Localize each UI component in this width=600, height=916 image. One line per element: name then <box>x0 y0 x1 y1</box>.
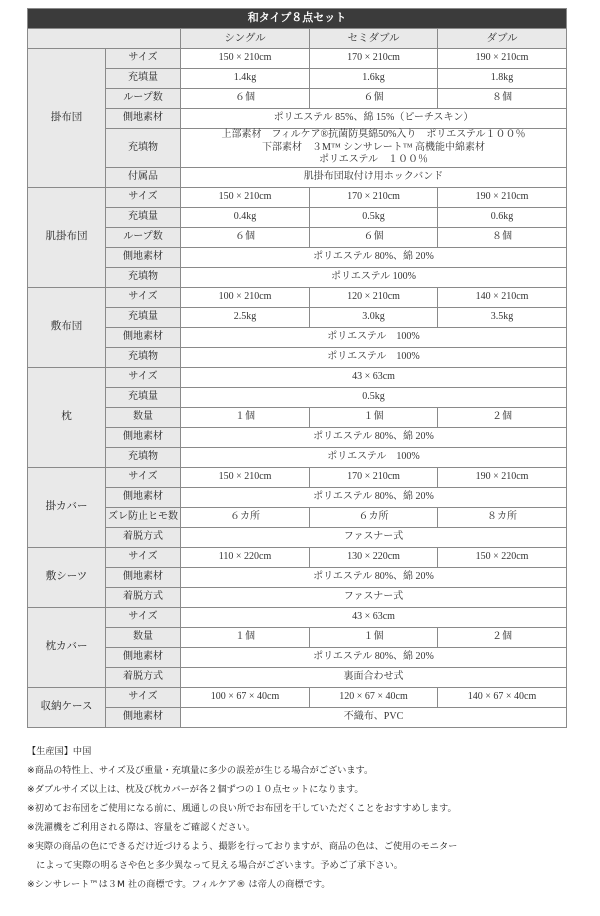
value-cell: 190 × 210cm <box>438 187 567 207</box>
table-row <box>28 487 567 507</box>
value-cell: 0.6kg <box>438 207 567 227</box>
row-label: 側地素材 <box>106 427 181 447</box>
value-line: ポリエステル １００％ <box>318 154 429 165</box>
table-row <box>28 507 567 527</box>
value-line: 下部素材 ３M™ シンサレート™ 高機能中綿素材 <box>261 141 486 153</box>
value-cell-merged <box>181 129 567 168</box>
value-cell: 170 × 210cm <box>310 467 438 487</box>
row-label: 充填物 <box>106 267 181 287</box>
value-cell: 100 × 210cm <box>181 287 310 307</box>
value-cell: ８個 <box>438 89 567 109</box>
column-header-semi-double: セミダブル <box>310 29 438 49</box>
row-label: サイズ <box>106 467 181 487</box>
table-row <box>28 267 567 287</box>
value-cell: ８個 <box>438 227 567 247</box>
spec-table <box>27 8 567 728</box>
value-cell: 150 × 210cm <box>181 187 310 207</box>
table-row <box>28 427 567 447</box>
table-row <box>28 567 567 587</box>
row-label: 側地素材 <box>106 109 181 129</box>
table-row <box>28 49 567 69</box>
value-cell: 2.5kg <box>181 307 310 327</box>
value-cell: ６カ所 <box>310 507 438 527</box>
value-cell: 190 × 210cm <box>438 467 567 487</box>
row-label: ループ数 <box>106 89 181 109</box>
note-washing: ※洗濯機をご利用される際は、容量をご確認ください。 <box>27 822 256 833</box>
row-label: 数量 <box>106 407 181 427</box>
row-label: 充填量 <box>106 69 181 89</box>
table-row <box>28 527 567 547</box>
value-cell: 3.5kg <box>438 307 567 327</box>
row-label: 充填物 <box>106 447 181 467</box>
row-label: ズレ防止ヒモ数 <box>106 507 181 527</box>
value-cell: 130 × 220cm <box>310 547 438 567</box>
note-trademark: ※シンサレート™は３M 社の商標です。フィルケア® は帝人の商標です。 <box>27 879 331 890</box>
value-cell: １個 <box>181 627 310 647</box>
row-label: 充填物 <box>106 129 181 168</box>
spec-table-container <box>27 8 566 728</box>
table-row <box>28 287 567 307</box>
value-cell: 120 × 67 × 40cm <box>310 687 438 707</box>
header-blank <box>28 29 181 49</box>
value-cell: 150 × 220cm <box>438 547 567 567</box>
row-label: 着脱方式 <box>106 667 181 687</box>
table-title: 和タイプ８点セット <box>28 9 567 29</box>
value-cell-merged: ポリエステル 80%、綿 20% <box>181 567 567 587</box>
value-cell-merged: ポリエステル 80%、綿 20% <box>181 487 567 507</box>
table-row <box>28 247 567 267</box>
row-label: 着脱方式 <box>106 587 181 607</box>
value-cell: ２個 <box>438 407 567 427</box>
row-label: サイズ <box>106 547 181 567</box>
row-label: 側地素材 <box>106 707 181 727</box>
row-label: サイズ <box>106 287 181 307</box>
table-row <box>28 227 567 247</box>
row-label: 側地素材 <box>106 487 181 507</box>
value-cell: 170 × 210cm <box>310 49 438 69</box>
table-row <box>28 687 567 707</box>
row-label: 側地素材 <box>106 247 181 267</box>
spec-table-body <box>28 49 567 728</box>
table-row <box>28 367 567 387</box>
category-label: 敷シーツ <box>28 547 106 607</box>
row-label: サイズ <box>106 367 181 387</box>
value-cell: ２個 <box>438 627 567 647</box>
category-label: 掛布団 <box>28 49 106 188</box>
value-cell: 1.6kg <box>310 69 438 89</box>
table-row <box>28 707 567 727</box>
value-cell: 170 × 210cm <box>310 187 438 207</box>
table-row <box>28 647 567 667</box>
value-cell: 100 × 67 × 40cm <box>181 687 310 707</box>
value-cell-merged: ファスナー式 <box>181 587 567 607</box>
table-row <box>28 547 567 567</box>
value-cell: 140 × 210cm <box>438 287 567 307</box>
value-cell: 150 × 210cm <box>181 467 310 487</box>
value-cell: 140 × 67 × 40cm <box>438 687 567 707</box>
value-cell-merged: ポリエステル 85%、綿 15%（ピーチスキン） <box>181 109 567 129</box>
row-label: 側地素材 <box>106 647 181 667</box>
category-label: 敷布団 <box>28 287 106 367</box>
table-row <box>28 467 567 487</box>
row-label: 着脱方式 <box>106 527 181 547</box>
value-cell: １個 <box>181 407 310 427</box>
value-cell: 190 × 210cm <box>438 49 567 69</box>
value-cell: ６個 <box>310 227 438 247</box>
value-cell: ６個 <box>181 227 310 247</box>
table-row <box>28 167 567 187</box>
column-header-double: ダブル <box>438 29 567 49</box>
row-label: 充填物 <box>106 347 181 367</box>
table-row <box>28 447 567 467</box>
table-row <box>28 129 567 168</box>
category-label: 枕カバー <box>28 607 106 687</box>
value-cell-merged: 0.5kg <box>181 387 567 407</box>
row-label: 側地素材 <box>106 567 181 587</box>
table-row <box>28 187 567 207</box>
category-label: 肌掛布団 <box>28 187 106 287</box>
table-row <box>28 69 567 89</box>
value-cell: １個 <box>310 407 438 427</box>
value-cell: ６カ所 <box>181 507 310 527</box>
note-color: ※実際の商品の色にできるだけ近づけるよう、撮影を行っておりますが、商品の色は、ご使用のモニター <box>27 841 458 852</box>
value-cell: ６個 <box>310 89 438 109</box>
row-label: 側地素材 <box>106 327 181 347</box>
note-size-tolerance: ※商品の特性上、サイズ及び重量・充填量に多少の誤差が生じる場合がございます。 <box>27 765 374 776</box>
value-cell: 1.4kg <box>181 69 310 89</box>
table-row <box>28 207 567 227</box>
value-cell: １個 <box>310 627 438 647</box>
row-label: サイズ <box>106 187 181 207</box>
value-cell: 150 × 210cm <box>181 49 310 69</box>
value-cell-merged: 肌掛布団取付け用ホックバンド <box>181 167 567 187</box>
note-origin: 【生産国】中国 <box>27 746 92 757</box>
value-cell: ６個 <box>181 89 310 109</box>
value-cell: 3.0kg <box>310 307 438 327</box>
value-cell-merged: ポリエステル 100% <box>181 347 567 367</box>
value-cell: ８カ所 <box>438 507 567 527</box>
table-row <box>28 327 567 347</box>
value-cell-merged: 裏面合わせ式 <box>181 667 567 687</box>
row-label: 数量 <box>106 627 181 647</box>
row-label: 付属品 <box>106 167 181 187</box>
row-label: サイズ <box>106 687 181 707</box>
value-cell: 120 × 210cm <box>310 287 438 307</box>
value-cell-merged: 不織布、PVC <box>181 707 567 727</box>
row-label: サイズ <box>106 607 181 627</box>
table-row <box>28 627 567 647</box>
row-label: 充填量 <box>106 307 181 327</box>
row-label: 充填量 <box>106 387 181 407</box>
value-cell-merged: ファスナー式 <box>181 527 567 547</box>
value-cell-merged: ポリエステル 80%、綿 20% <box>181 427 567 447</box>
value-cell: 0.5kg <box>310 207 438 227</box>
table-row <box>28 347 567 367</box>
value-cell-merged: ポリエステル 100% <box>181 327 567 347</box>
row-label: 充填量 <box>106 207 181 227</box>
value-cell: 110 × 220cm <box>181 547 310 567</box>
table-row <box>28 667 567 687</box>
value-cell: 1.8kg <box>438 69 567 89</box>
value-cell: 0.4kg <box>181 207 310 227</box>
row-label: サイズ <box>106 49 181 69</box>
category-label: 枕 <box>28 367 106 467</box>
value-cell-merged: ポリエステル 80%、綿 20% <box>181 247 567 267</box>
note-color-continued: によって実際の明るさや色と多少異なって見える場合がございます。予めご了承下さい。 <box>27 860 403 871</box>
table-row <box>28 607 567 627</box>
value-cell-merged: ポリエステル 80%、綿 20% <box>181 647 567 667</box>
column-header-single: シングル <box>181 29 310 49</box>
table-row <box>28 89 567 109</box>
table-row <box>28 307 567 327</box>
table-row <box>28 109 567 129</box>
table-row <box>28 387 567 407</box>
value-line: 上部素材 フィルケア®抗菌防臭綿50%入り ポリエステル１００％ <box>221 129 526 140</box>
value-cell-merged: ポリエステル 100% <box>181 267 567 287</box>
note-double-set: ※ダブルサイズ以上は、枕及び枕カバーが各２個ずつの１０点セットになります。 <box>27 784 364 795</box>
note-first-use: ※初めてお布団をご使用になる前に、風通しの良い所でお布団を干していただくことをおすすめします。 <box>27 803 457 814</box>
table-row <box>28 587 567 607</box>
notes <box>27 742 587 894</box>
value-cell-merged: 43 × 63cm <box>181 607 567 627</box>
table-row <box>28 407 567 427</box>
row-label: ループ数 <box>106 227 181 247</box>
value-cell-merged: 43 × 63cm <box>181 367 567 387</box>
category-label: 収納ケース <box>28 687 106 727</box>
category-label: 掛カバー <box>28 467 106 547</box>
value-cell-merged: ポリエステル 100% <box>181 447 567 467</box>
